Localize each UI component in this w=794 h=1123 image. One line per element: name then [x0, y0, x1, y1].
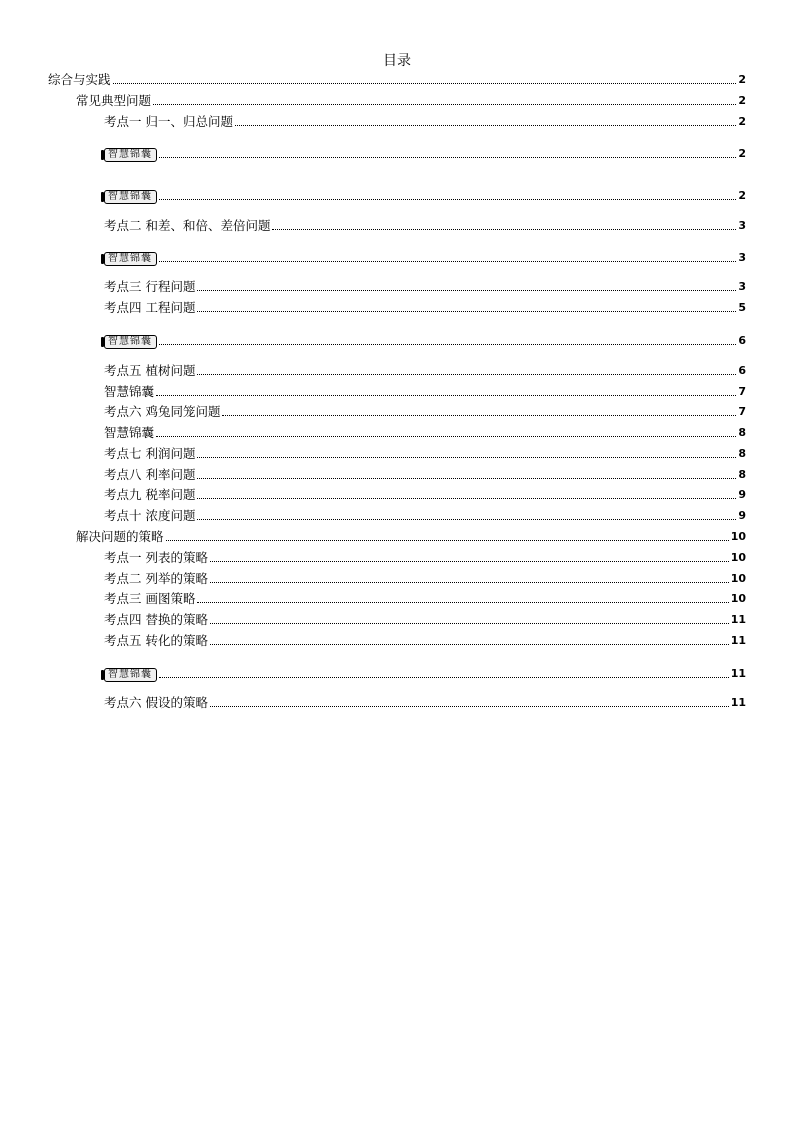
- toc-entry-label: 考点七 利润问题: [104, 446, 196, 461]
- wisdom-badge-icon: 智慧锦囊: [104, 252, 157, 266]
- wisdom-badge-icon: 智慧锦囊: [104, 148, 157, 162]
- toc-entry-label: 考点三 行程问题: [104, 279, 196, 294]
- toc-entry[interactable]: [104, 218, 746, 234]
- toc-entry-page: 6: [738, 334, 746, 347]
- toc-entry[interactable]: [104, 487, 746, 503]
- toc-entry-page: 10: [730, 551, 746, 564]
- toc-entry-page: 7: [738, 385, 746, 398]
- leader-dots: [197, 373, 736, 375]
- toc-entry-label: 考点一 列表的策略: [104, 550, 208, 565]
- toc-entry-label: 考点一 归一、归总问题: [104, 114, 233, 129]
- toc-entry-page: 3: [738, 251, 746, 264]
- toc-entry[interactable]: [104, 508, 746, 524]
- toc-entry[interactable]: [104, 467, 746, 483]
- toc-entry-page: 3: [738, 280, 746, 293]
- toc-entry-page: 10: [730, 572, 746, 585]
- toc-entry-page: 3: [738, 219, 746, 232]
- toc-entry-page: 11: [730, 667, 746, 680]
- toc-entry[interactable]: [48, 72, 746, 88]
- leader-dots: [156, 435, 736, 437]
- toc-entry-page: 10: [730, 530, 746, 543]
- leader-dots: [159, 156, 736, 158]
- leader-dots: [153, 103, 736, 105]
- toc-entry-label: 考点八 利率问题: [104, 467, 196, 482]
- leader-dots: [235, 124, 736, 126]
- toc-entry[interactable]: [104, 550, 746, 566]
- leader-dots: [222, 414, 736, 416]
- toc-entry[interactable]: [104, 188, 746, 204]
- toc-entry-label: 考点五 植树问题: [104, 363, 196, 378]
- toc-entry-page: 11: [730, 696, 746, 709]
- toc-entry[interactable]: [104, 446, 746, 462]
- leader-dots: [197, 518, 736, 520]
- toc-entry-page: 8: [738, 426, 746, 439]
- toc-entry-label: 智慧锦囊: [104, 425, 155, 440]
- toc-entry[interactable]: [104, 695, 746, 711]
- toc-entry-page: 10: [730, 592, 746, 605]
- leader-dots: [156, 394, 736, 396]
- toc-entry-label: 考点二 和差、和倍、差倍问题: [104, 218, 271, 233]
- leader-dots: [210, 622, 729, 624]
- toc-entry[interactable]: [104, 300, 746, 316]
- toc-entry-label: 考点六 鸡兔同笼问题: [104, 404, 221, 419]
- toc-entry[interactable]: [104, 363, 746, 379]
- toc-entry[interactable]: [104, 114, 746, 130]
- leader-dots: [197, 601, 728, 603]
- toc-entry-page: 11: [730, 634, 746, 647]
- toc-entry[interactable]: [104, 404, 746, 420]
- toc-entry-page: 8: [738, 447, 746, 460]
- toc-entry-page: 2: [738, 94, 746, 107]
- toc-entry-label: 考点九 税率问题: [104, 487, 196, 502]
- leader-dots: [197, 497, 736, 499]
- toc-entry-page: 2: [738, 115, 746, 128]
- toc-entry-label: 考点四 替换的策略: [104, 612, 208, 627]
- toc-entry-label: 考点二 列举的策略: [104, 571, 208, 586]
- leader-dots: [210, 581, 729, 583]
- wisdom-badge-icon: 智慧锦囊: [104, 335, 157, 349]
- toc-entry[interactable]: [104, 279, 746, 295]
- wisdom-badge-icon: 智慧锦囊: [104, 668, 157, 682]
- toc-entry[interactable]: [76, 93, 746, 109]
- toc-entry[interactable]: [104, 666, 746, 682]
- toc-entry-label: 综合与实践: [48, 72, 111, 87]
- leader-dots: [197, 456, 736, 458]
- leader-dots: [113, 82, 737, 84]
- leader-dots: [210, 560, 729, 562]
- toc-entry[interactable]: [76, 529, 746, 545]
- toc-entry-label: 常见典型问题: [76, 93, 152, 108]
- toc-entry-label: 考点十 浓度问题: [104, 508, 196, 523]
- wisdom-badge-icon: 智慧锦囊: [104, 190, 157, 204]
- toc-entry-label: 考点六 假设的策略: [104, 695, 208, 710]
- toc-entry[interactable]: [104, 612, 746, 628]
- toc-entry-page: 5: [738, 301, 746, 314]
- leader-dots: [159, 198, 736, 200]
- toc-entry[interactable]: [104, 591, 746, 607]
- toc-entry[interactable]: [104, 333, 746, 349]
- toc-entry[interactable]: [104, 146, 746, 162]
- toc-entry-label: 解决问题的策略: [76, 529, 164, 544]
- toc-entry-label: 考点五 转化的策略: [104, 633, 208, 648]
- leader-dots: [159, 676, 729, 678]
- leader-dots: [197, 310, 736, 312]
- leader-dots: [272, 228, 736, 230]
- toc-entry-page: 7: [738, 405, 746, 418]
- leader-dots: [197, 477, 736, 479]
- leader-dots: [197, 289, 736, 291]
- leader-dots: [210, 643, 729, 645]
- toc-title: 目录: [383, 53, 411, 69]
- toc-entry-page: 6: [738, 364, 746, 377]
- toc-entry-label: 智慧锦囊: [104, 384, 155, 399]
- leader-dots: [210, 705, 729, 707]
- leader-dots: [159, 343, 736, 345]
- toc-entry-page: 2: [738, 147, 746, 160]
- toc-entry[interactable]: [104, 384, 746, 400]
- leader-dots: [166, 539, 729, 541]
- toc-entry-label: 考点四 工程问题: [104, 300, 196, 315]
- toc-entry[interactable]: [104, 250, 746, 266]
- toc-entry-label: 考点三 画图策略: [104, 591, 196, 606]
- toc-entry-page: 11: [730, 613, 746, 626]
- toc-entry[interactable]: [104, 571, 746, 587]
- leader-dots: [159, 260, 736, 262]
- toc-entry[interactable]: [104, 425, 746, 441]
- toc-entry-page: 9: [738, 488, 746, 501]
- toc-entry-page: 8: [738, 468, 746, 481]
- toc-entry-page: 2: [738, 73, 746, 86]
- toc-entry-page: 9: [738, 509, 746, 522]
- toc-entry[interactable]: [104, 633, 746, 649]
- toc-entry-page: 2: [738, 189, 746, 202]
